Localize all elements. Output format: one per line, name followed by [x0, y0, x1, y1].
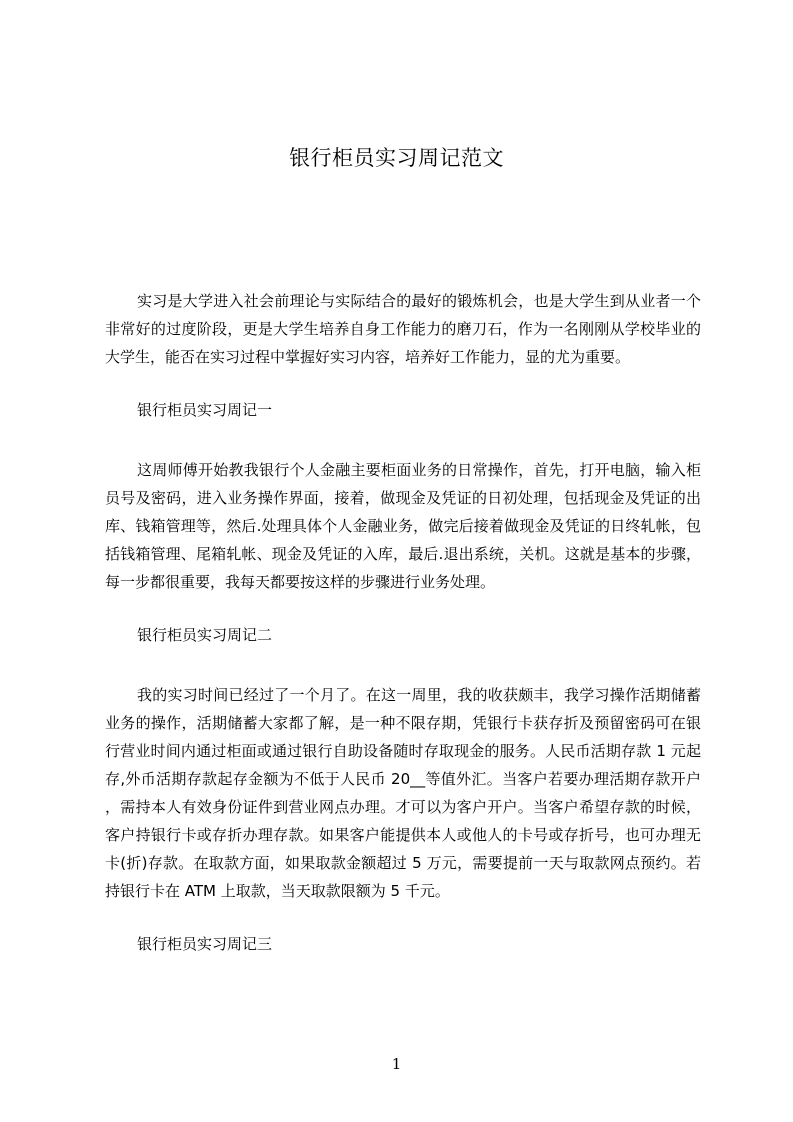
section-body-week-1: 这周师傅开始教我银行个人金融主要柜面业务的日常操作，首先，打开电脑，输入柜员号及密码，进入业务操作界面，接着，做现金及凭证的日初处理，包括现金及凭证的出库、钱箱管理等，然后.处理具体个人金融业务，做完后接着做现金及凭证的日终轧帐，包括钱箱管理、尾箱轧帐、现金及凭证的入库，最后.退出系统，关机。这就是基本的步骤，每一步都很重要，我每天都要按这样的步骤进行业务处理。 [105, 461, 701, 591]
intro-paragraph: 实习是大学进入社会前理论与实际结合的最好的锻炼机会，也是大学生到从业者一个非常好的过度阶段，更是大学生培养自身工作能力的磨刀石，作为一名刚刚从学校毕业的大学生，能否在实习过程中掌握好实习内容，培养好工作能力，显的尤为重要。 [105, 292, 701, 366]
document-body [105, 287, 701, 958]
section-body-week-2: 我的实习时间已经过了一个月了。在这一周里，我的收获颇丰，我学习操作活期储蓄业务的操作，活期储蓄大家都了解，是一种不限存期，凭银行卡获存折及预留密码可在银行营业时间内通过柜面或通过银行自助设备随时存取现金的服务。人民币活期存款 1 元起存,外币活期存款起存金额为不低于人民币 20__等值外汇。当客户若要办理活期存款开户，需持本人有效身份证件到营业网点办理。才可以为客户开户。当客户希望存款的时候，客户持银行卡或存折办理存款。如果客户能提供本人或他人的卡号或存折号，也可办理无卡(折)存款。在取款方面，如果取款金额超过 5 万元，需要提前一天与取款网点预约。若持银行卡在 ATM 上取款，当天取款限额为 5 千元。 [105, 686, 701, 900]
section-heading-week-2: 银行柜员实习周记二 [137, 626, 273, 644]
section-heading-week-1: 银行柜员实习周记一 [137, 401, 273, 419]
section-heading-week-3: 银行柜员实习周记三 [137, 935, 273, 953]
page-title: 银行柜员实习周记范文 [289, 146, 504, 170]
page-number: 1 [391, 1055, 402, 1073]
